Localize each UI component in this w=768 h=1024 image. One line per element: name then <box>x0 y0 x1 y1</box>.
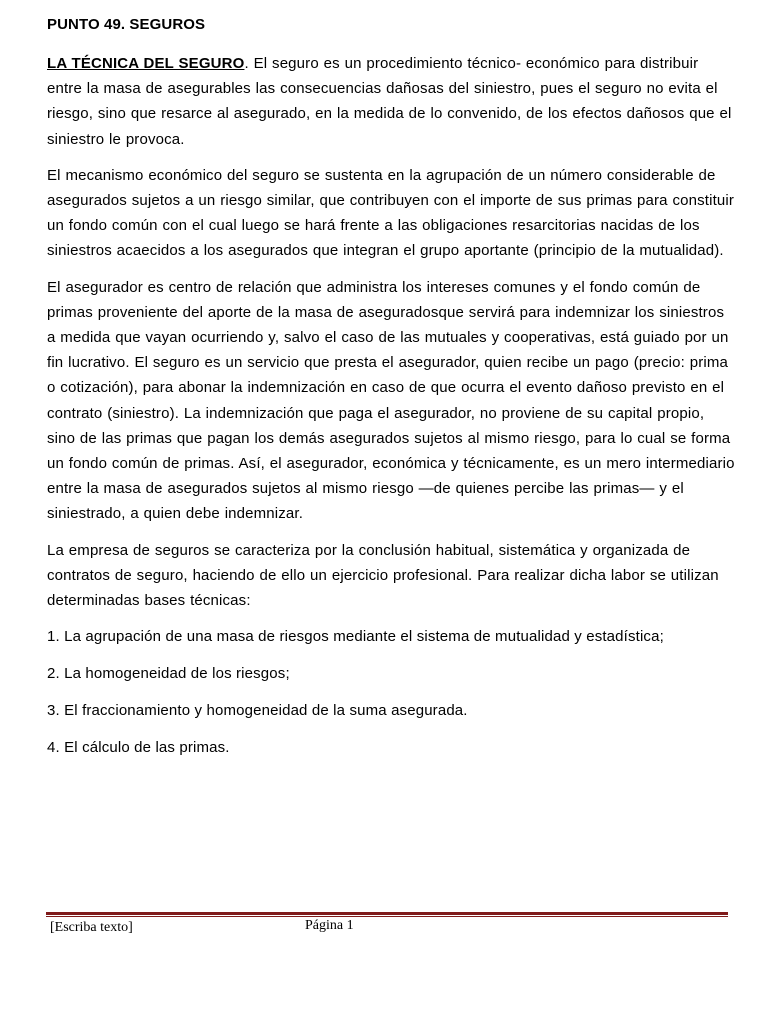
page-number: Página 1 <box>305 918 354 933</box>
paragraph-company: La empresa de seguros se caracteriza por la conclusión habitual, sistemática y organizada de contratos de seguro, haciendo de ello un ejercicio profesional. Para realizar dicha labor se utilizan determinadas bases técnicas: <box>47 541 719 610</box>
document-body <box>47 15 737 772</box>
list-item: 3. El fraccionamiento y homogeneidad de la suma asegurada. <box>47 702 468 720</box>
intro-lead: LA TÉCNICA DEL SEGURO <box>47 55 245 72</box>
list-item: 2. La homogeneidad de los riesgos; <box>47 665 290 683</box>
footer-divider-thin <box>46 916 728 917</box>
paragraph-mechanism: El mecanismo económico del seguro se sustenta en la agrupación de un número considerable de asegurados sujetos a un riesgo similar, que contribuyen con el importe de sus primas para constituir un fondo común con el cual luego se hará frente a las obligaciones resarcitorias nacidas de los siniestros acaecidos a los asegurados que integran el grupo aportante (principio de la mutualidad). <box>47 166 735 260</box>
list-item: 4. El cálculo de las primas. <box>47 739 230 757</box>
intro-text: . El seguro es un procedimiento técnico- económico para distribuir entre la masa de asegurables las consecuencias dañosas del siniestro, pues el seguro no evita el riesgo, sino que resarce al asegurado, en la medida de lo convenido, de los efectos dañosos que el siniestro le provoca. <box>47 55 732 148</box>
paragraph-insurer: El asegurador es centro de relación que administra los intereses comunes y el fondo común de primas proveniente del aporte de la masa de aseguradosque servirá para indemnizar los siniestros a medida que vayan ocurriendo y, salvo el caso de las mutuales y cooperativas, está guiado por un fin lucrativo. El seguro es un servicio que presta el asegurador, quien recibe un pago (precio: prima o cotización), para abonar la indemnización en caso de que ocurra el evento dañoso previsto en el contrato (siniestro). La indemnización que paga el asegurador, no proviene de su capital propio, sino de las primas que pagan los demás asegurados sujetos al mismo riesgo, para lo cual se forma un fondo común de primas. Así, el asegurador, económica y técnicamente, es un mero intermediario entre la masa de asegurados sujetos al mismo riesgo —de quienes percibe las primas— y el siniestrado, a quien debe indemnizar. <box>47 278 735 523</box>
footer-placeholder-text[interactable]: [Escriba texto] <box>50 920 133 935</box>
list-item: 1. La agrupación de una masa de riesgos mediante el sistema de mutualidad y estadística; <box>47 628 664 646</box>
footer-divider-thick <box>46 912 728 915</box>
intro-paragraph <box>47 51 737 152</box>
footer-divider <box>46 912 728 918</box>
section-heading: PUNTO 49. SEGUROS <box>47 16 206 33</box>
